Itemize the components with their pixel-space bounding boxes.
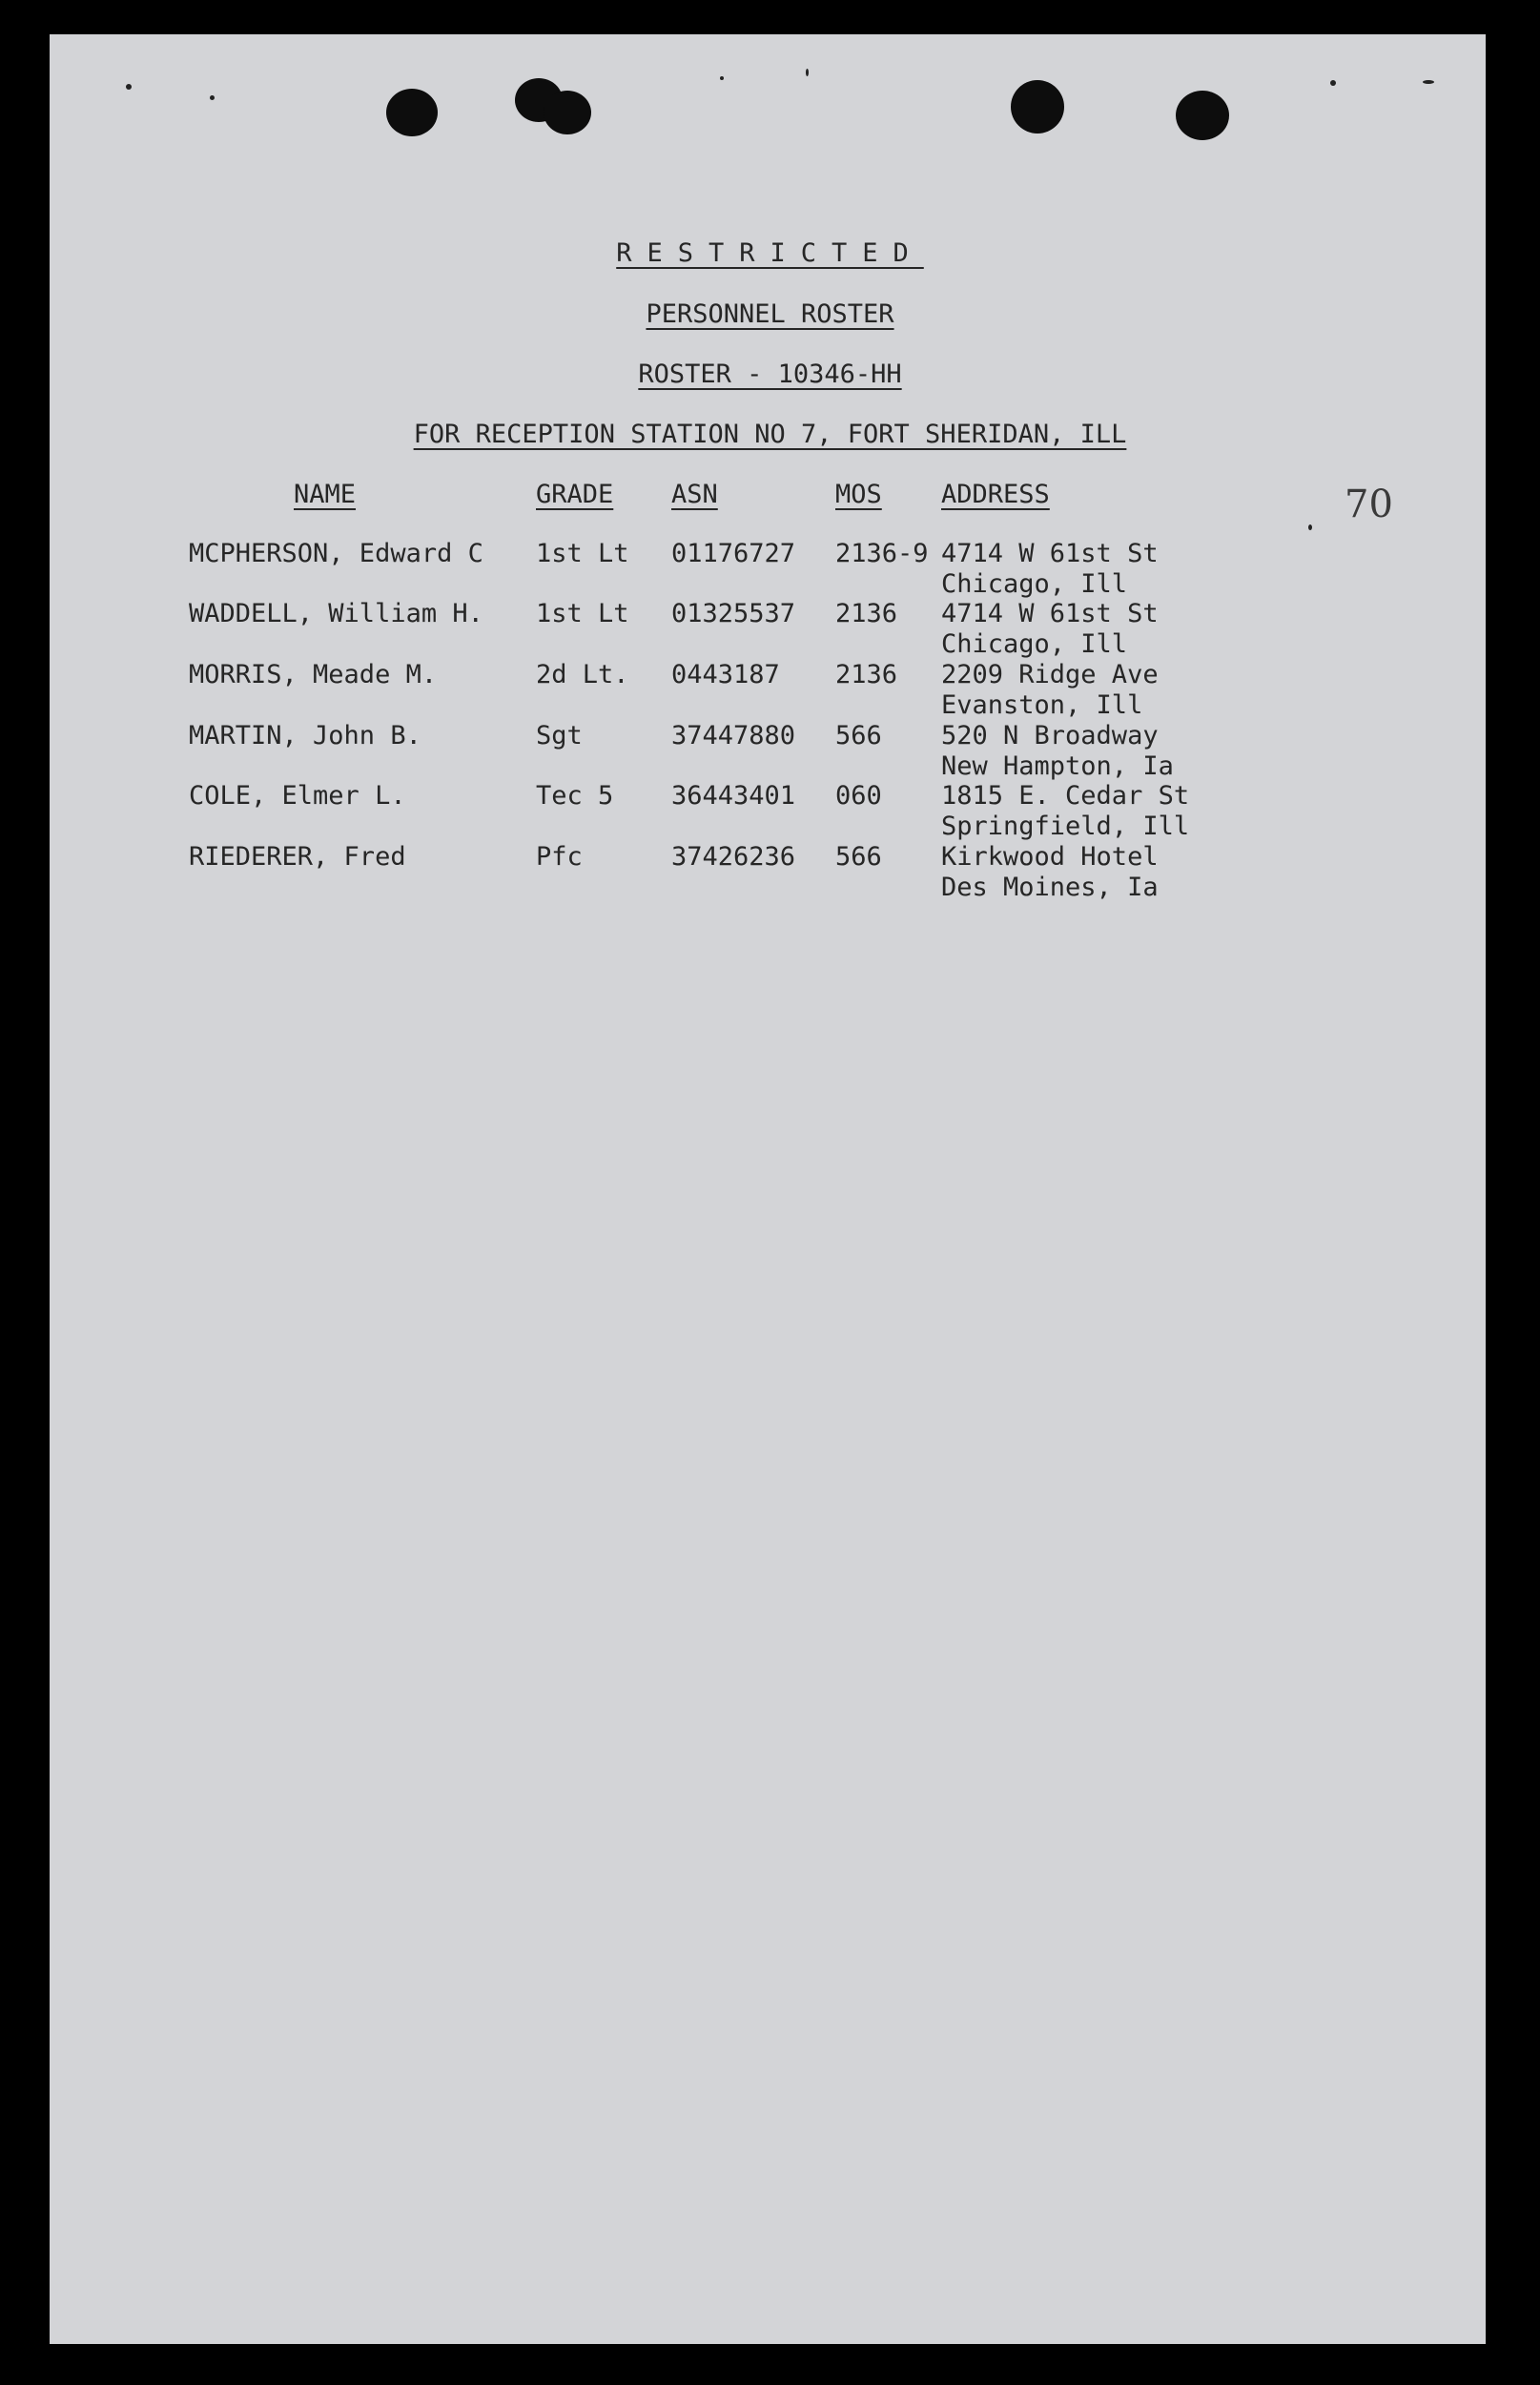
row-grade: 1st Lt (536, 599, 629, 628)
row-address-line2: Evanston, Ill (941, 690, 1143, 720)
speck (720, 76, 724, 80)
roster-number: ROSTER - 10346-HH (638, 360, 902, 389)
row-address-line1: Kirkwood Hotel (941, 842, 1159, 872)
row-address-line1: 520 N Broadway (941, 721, 1159, 750)
row-name: COLE, Elmer L. (189, 781, 406, 811)
row-mos: 2136 (835, 660, 898, 689)
speck (806, 69, 809, 76)
row-asn: 01325537 (671, 599, 796, 628)
row-address-line1: 1815 E. Cedar St (941, 781, 1190, 811)
speck (210, 95, 215, 100)
classification-heading: RESTRICTED (616, 238, 924, 268)
row-grade: Tec 5 (536, 781, 614, 811)
row-mos: 060 (835, 781, 882, 811)
row-asn: 01176727 (671, 539, 796, 568)
row-mos: 566 (835, 721, 882, 750)
column-header-asn: ASN (671, 480, 718, 509)
punch-hole (1176, 91, 1229, 140)
punch-hole (544, 91, 591, 134)
row-grade: 2d Lt. (536, 660, 629, 689)
row-mos: 2136-9 (835, 539, 929, 568)
punch-hole (1011, 80, 1064, 134)
column-header-grade: GRADE (536, 480, 614, 509)
row-address-line1: 4714 W 61st St (941, 599, 1159, 628)
row-address-line2: Des Moines, Ia (941, 873, 1159, 902)
speck (126, 84, 132, 90)
speck (1330, 80, 1336, 86)
row-name: MORRIS, Meade M. (189, 660, 438, 689)
row-mos: 2136 (835, 599, 898, 628)
row-address-line2: New Hampton, Ia (941, 751, 1174, 781)
row-address-line1: 4714 W 61st St (941, 539, 1159, 568)
row-asn: 0443187 (671, 660, 780, 689)
row-mos: 566 (835, 842, 882, 872)
row-name: WADDELL, William H. (189, 599, 483, 628)
page-number: 70 (1345, 483, 1393, 526)
punch-hole (386, 89, 438, 136)
row-grade: 1st Lt (536, 539, 629, 568)
row-asn: 37426236 (671, 842, 796, 872)
row-address-line2: Springfield, Ill (941, 812, 1190, 841)
row-address-line2: Chicago, Ill (941, 569, 1128, 599)
row-address-line1: 2209 Ridge Ave (941, 660, 1159, 689)
row-grade: Sgt (536, 721, 583, 750)
row-name: MCPHERSON, Edward C (189, 539, 483, 568)
row-name: MARTIN, John B. (189, 721, 421, 750)
speck (1308, 524, 1312, 530)
row-grade: Pfc (536, 842, 583, 872)
row-address-line2: Chicago, Ill (941, 629, 1128, 659)
row-asn: 36443401 (671, 781, 796, 811)
column-header-address: ADDRESS (941, 480, 1050, 509)
roster-title: PERSONNEL ROSTER (646, 299, 894, 329)
column-header-mos: MOS (835, 480, 882, 509)
speck (1423, 80, 1434, 84)
station-heading: FOR RECEPTION STATION NO 7, FORT SHERIDAN, ILL (413, 420, 1127, 449)
row-asn: 37447880 (671, 721, 796, 750)
row-name: RIEDERER, Fred (189, 842, 406, 872)
column-header-name: NAME (294, 480, 357, 509)
